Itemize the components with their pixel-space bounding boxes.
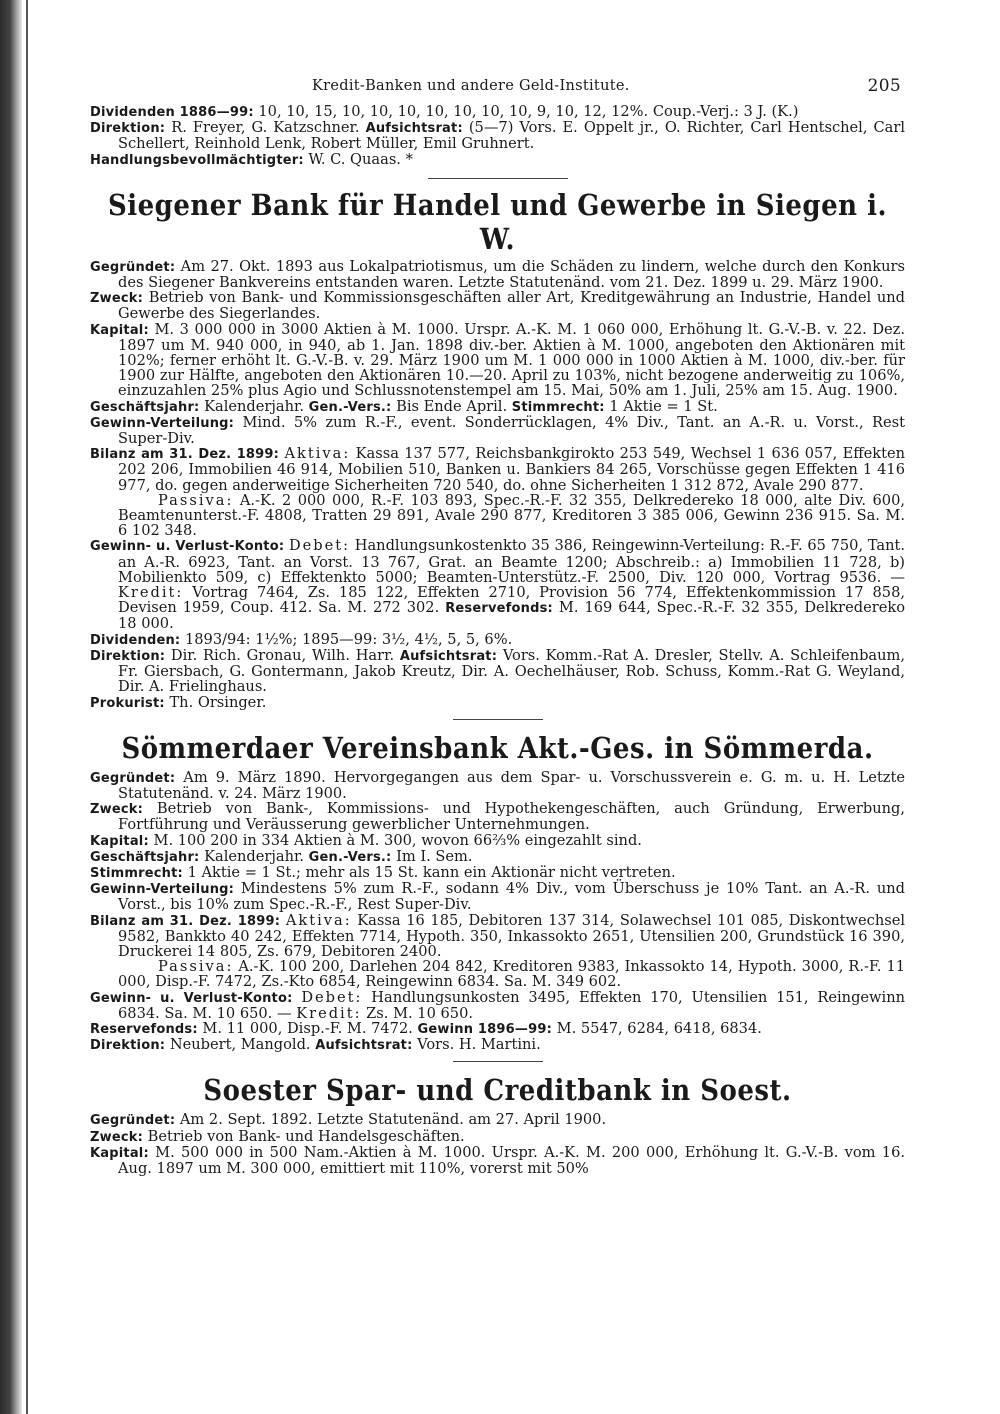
zweck-label: Zweck:	[90, 291, 144, 307]
bilanz-line	[90, 446, 905, 493]
passiva-label: Passiva:	[158, 958, 234, 976]
direktion-label: Direktion:	[90, 121, 166, 137]
gewinnvert-text: Mind. 5% zum R.-F., event. Sonderrücklagen, 4% Div., Tant. an A.-R. u. Vorst., Rest Super-Div.	[118, 413, 905, 448]
bilanz-line	[90, 913, 905, 960]
running-header	[90, 78, 905, 104]
gegruendet-label: Gegründet:	[90, 259, 176, 275]
kredit-text: Vortrag 7464, Zs. 185 122, Effekten 2710, Provision 56 774, Effektenkommission 17 858, Devisen 1959, Coup. 412. Sa. M. 272 302.	[118, 584, 905, 617]
kapital-text: M. 100 200 in 334 Aktien à M. 300, wovon 66⅔% eingezahlt sind.	[153, 831, 642, 849]
geschaeftsjahr-line	[90, 849, 905, 865]
bilanz-label: Bilanz am 31. Dez. 1899:	[90, 913, 281, 929]
zweck-line	[90, 801, 905, 832]
guv-label: Gewinn- u. Verlust-Konto:	[90, 990, 293, 1006]
gegruendet-line	[90, 1112, 905, 1128]
reservefonds-text: M. 11 000, Disp.-F. M. 7472.	[202, 1019, 413, 1037]
direktion-line	[90, 120, 905, 151]
kapital-label: Kapital:	[90, 1145, 149, 1161]
debet-label: Debet:	[288, 537, 351, 555]
zweck-text: Betrieb von Bank-, Kommissions- und Hypothekengeschäften, auch Gründung, Erwerbung, Fortführung und Veräusserung gewerblicher Unternehmungen.	[118, 800, 906, 834]
direktion-text: R. Freyer, G. Katzschner.	[171, 119, 360, 137]
gewinn-text: M. 5547, 6284, 6418, 6834.	[556, 1019, 762, 1037]
aktiva-label: Aktiva:	[285, 911, 352, 929]
direktion-line	[90, 648, 905, 695]
gegruendet-text: Am 9. März 1890. Hervorgegangen aus dem Spar- u. Vorschussverein e. G. m. u. H. Letzte Statutenänd. v. 24. März 1900.	[118, 768, 905, 802]
geschaeftsjahr-text: Kalenderjahr.	[204, 847, 305, 865]
gegruendet-label: Gegründet:	[90, 770, 176, 786]
page-edge-line	[26, 0, 28, 1414]
direktion-line	[90, 1037, 905, 1053]
passiva-text: A.-K. 100 200, Darlehen 204 842, Kreditoren 9383, Inkassokto 14, Hypoth. 3000, R.-F. 11 000, Disp.-F. 7472, Zs.-Kto 6854, Reingewinn 6834. Sa. M. 349 602.	[118, 958, 906, 991]
passiva-line	[90, 959, 905, 989]
kapital-line	[90, 1145, 905, 1176]
separator-rule	[453, 1061, 543, 1062]
aufsichtsrat-text: (5—7) Vors. E. Oppelt jr., O. Richter, Carl Hentschel, Carl Schellert, Reinhold Lenk, Robert Müller, Emil Gruhnert.	[118, 119, 906, 153]
kredit-text: Zs. M. 10 650.	[366, 1004, 473, 1022]
reservefonds-label: Reservefonds:	[90, 1021, 198, 1037]
page-content	[90, 78, 905, 1176]
zweck-line	[90, 1129, 905, 1145]
reservefonds-line	[90, 1021, 905, 1037]
kredit-label: Kredit:	[296, 1004, 362, 1022]
reservefonds-text: M. 169 644, Spec.-R.-F. 32 355, Delkredereko 18 000.	[118, 599, 906, 633]
dividenden-text: 10, 10, 15, 10, 10, 10, 10, 10, 10, 10, 9, 10, 12, 12%. Coup.-Verj.: 3 J. (K.)	[258, 103, 799, 120]
running-header-title: Kredit-Banken und andere Geld-Institute.	[312, 78, 630, 94]
dividenden-text: 1893/94: 1½%; 1895—99: 3½, 4½, 5, 5, 6%.	[184, 630, 513, 648]
bilanz-label: Bilanz am 31. Dez. 1899:	[90, 447, 280, 463]
entry-previous-bank	[90, 104, 905, 168]
zweck-text: Betrieb von Bank- und Handelsgeschäften.	[147, 1127, 465, 1145]
gewinnvert-line	[90, 881, 905, 912]
gewinnvert-text: Mindestens 5% zum R.-F., sodann 4% Div., vom Überschuss je 10% Tant. an A.-R. und Vorst., bis 10% zum Spec.-R.-F., Rest Super-Div.	[118, 880, 906, 914]
bank-title-soest: Soester Spar- und Creditbank in Soest.	[203, 1074, 792, 1109]
gegruendet-text: Am 2. Sept. 1892. Letzte Statutenänd. am 27. April 1900.	[179, 1111, 607, 1129]
dividenden-line	[90, 104, 905, 120]
gewinnvert-line	[90, 415, 905, 446]
separator-rule	[428, 178, 568, 179]
geschaeftsjahr-text: Kalenderjahr.	[204, 397, 305, 415]
kapital-label: Kapital:	[90, 833, 149, 849]
aktiva-label: Aktiva:	[284, 445, 351, 463]
gewinnvert-label: Gewinn-Verteilung:	[90, 415, 235, 431]
kapital-line	[90, 322, 905, 399]
zweck-label: Zweck:	[90, 1129, 144, 1145]
direktion-text: Dir. Rich. Gronau, Wilh. Harr.	[170, 646, 395, 664]
prokurist-line	[90, 695, 905, 711]
guv-line	[90, 538, 905, 631]
stimmrecht-label: Stimmrecht:	[511, 399, 605, 415]
dividenden-line	[90, 632, 905, 648]
passiva-label: Passiva:	[158, 491, 234, 509]
debet-text: Handlungsunkosten 3495, Effekten 170, Utensilien 151, Reingewinn 6834. Sa. M. 10 650. —	[118, 988, 906, 1022]
gegruendet-text: Am 27. Okt. 1893 aus Lokalpatriotismus, um die Schäden zu lindern, welche durch den Konkurs des Siegener Bankvereins entstanden waren. Letzte Statutenänd. vom 21. Dez. 1899 u. 29. März 1900.	[118, 257, 905, 292]
aufsichtsrat-label: Aufsichtsrat:	[365, 121, 463, 137]
kapital-text: M. 500 000 in 500 Nam.-Aktien à M. 1000. Urspr. A.-K. M. 200 000, Erhöhung lt. G.-V.-B. vom 16. Aug. 1897 um M. 300 000, emittiert mit 110%, vorerst mit 50%	[118, 1143, 905, 1177]
aufsichtsrat-label: Aufsichtsrat:	[315, 1038, 413, 1054]
dividenden-label: Dividenden:	[90, 632, 181, 648]
aktiva-text: Kassa 16 185, Debitoren 137 314, Solawechsel 101 085, Diskontwechsel 9582, Bankkto 40 242, Effekten 7714, Hypoth. 350, Inkassokto 2651, Utensilien 200, Grundstück 16 390, Druckerei 14 805, Zs. 679, Debitoren 2400.	[118, 911, 906, 960]
passiva-line	[90, 493, 905, 539]
direktion-label: Direktion:	[90, 648, 166, 664]
bank-title-soemmerda: Sömmerdaer Vereinsbank Akt.-Ges. in Sömmerda.	[121, 731, 874, 766]
handlung-text: W. C. Quaas. *	[308, 150, 413, 168]
prokurist-label: Prokurist:	[90, 695, 165, 711]
debet-text: Handlungsunkostenkto 35 386, Reingewinn-Verteilung: R.-F. 65 750, Tant. an A.-R. 6923, Tant. an Vorst. 13 767, Grat. an Beamte 1200; Abschreib.: a) Immobilien 11 728, b) Mobilienkto 509, c) Effektenkto 5000; Beamten-Unterstütz.-F. 2500, Div. 120 000, Vortrag 9536. —	[118, 537, 905, 586]
guv-line	[90, 990, 905, 1021]
aufsichtsrat-text: Vors. H. Martini.	[417, 1036, 541, 1054]
reservefonds-label: Reservefonds:	[445, 601, 553, 617]
entry-siegen	[90, 259, 905, 711]
genvers-label: Gen.-Vers.:	[308, 399, 392, 415]
book-spine-shadow	[0, 0, 22, 1414]
zweck-label: Zweck:	[90, 802, 144, 818]
stimmrecht-line	[90, 865, 905, 881]
gewinn-label: Gewinn 1896—99:	[417, 1021, 552, 1037]
stimmrecht-label: Stimmrecht:	[90, 865, 183, 881]
genvers-label: Gen.-Vers.:	[308, 849, 392, 865]
kapital-text: M. 3 000 000 in 3000 Aktien à M. 1000. Urspr. A.-K. M. 1 060 000, Erhöhung lt. G.-V.-B. v. 22. Dez. 1897 um M. 940 000, in 940, ab 1. Jan. 1898 div.-ber. Aktien à M. 1000, angeboten den Aktionären mit 102%; ferner erhöht lt. G.-V.-B. v. 29. März 1900 um M. 1 000 000 in 1000 Aktien à M. 1000, div.-ber. für 1900 zur Hälfte, angeboten den Aktionären 10.—20. April zu 103%, nicht bezogene anderweitig zu 106%, einzuzahlen 25% plus Agio und Schlussnotenstempel am 15. Mai, 50% am 1. Juli, 25% am 15. Aug. 1900.	[118, 320, 906, 400]
gegruendet-line	[90, 259, 905, 290]
stimmrecht-text: 1 Aktie = 1 St.; mehr als 15 St. kann ein Aktionär nicht vertreten.	[187, 863, 676, 881]
prokurist-text: Th. Orsinger.	[169, 693, 267, 711]
genvers-text: Im I. Sem.	[396, 847, 473, 865]
separator-rule	[453, 719, 543, 720]
aufsichtsrat-label: Aufsichtsrat:	[399, 648, 498, 664]
zweck-text: Betrieb von Bank- und Kommissionsgeschäften aller Art, Kreditgewährung an Industrie, Handel und Gewerbe des Siegerlandes.	[118, 289, 905, 323]
stimmrecht-text: 1 Aktie = 1 St.	[609, 397, 718, 415]
geschaeftsjahr-label: Geschäftsjahr:	[90, 399, 200, 415]
bank-title-siegen: Siegener Bank für Handel und Gewerbe in Siegen i. W.	[107, 189, 888, 257]
genvers-text: Bis Ende April.	[396, 397, 508, 415]
handlung-label: Handlungsbevollmächtigter:	[90, 152, 304, 168]
entry-soemmerda	[90, 770, 905, 1054]
gegruendet-line	[90, 770, 905, 801]
handlung-line	[90, 152, 905, 168]
aktiva-text: Kassa 137 577, Reichsbankgirokto 253 549, Wechsel 1 636 057, Effekten 202 206, Immobilien 46 914, Mobilien 510, Banken u. Bankiers 84 265, Vorschüsse gegen Effekten 1 416 977, do. gegen anderweitige Sicherheiten 720 540, do. ohne Sicherheiten 1 312 872, Avale 290 877.	[118, 445, 906, 494]
aufsichtsrat-text: Vors. Komm.-Rat A. Dresler, Stellv. A. Schleifenbaum, Fr. Giersbach, G. Gontermann, Jakob Kreutz, Dir. A. Oechelhäuser, Rob. Schuss, Komm.-Rat G. Weyland, Dir. A. Frielinghaus.	[118, 646, 906, 696]
guv-label: Gewinn- u. Verlust-Konto:	[90, 539, 285, 555]
direktion-label: Direktion:	[90, 1038, 166, 1054]
kapital-label: Kapital:	[90, 322, 149, 338]
gegruendet-label: Gegründet:	[90, 1113, 176, 1129]
debet-label: Debet:	[301, 988, 363, 1006]
page-number: 205	[867, 76, 901, 96]
entry-soest	[90, 1112, 905, 1176]
gewinnvert-label: Gewinn-Verteilung:	[90, 882, 235, 898]
passiva-text: A.-K. 2 000 000, R.-F. 103 893, Spec.-R.-F. 32 355, Delkredereko 18 000, alte Div. 600, Beamtenunterst.-F. 4808, Tratten 29 891, Avale 290 877, Kreditoren 3 385 006, Gewinn 236 915. Sa. M. 6 102 348.	[118, 491, 905, 540]
geschaeftsjahr-label: Geschäftsjahr:	[90, 849, 200, 865]
geschaeftsjahr-line	[90, 399, 905, 415]
kredit-label: Kredit:	[118, 584, 184, 602]
direktion-text: Neubert, Mangold.	[169, 1036, 311, 1054]
zweck-line	[90, 290, 905, 321]
kapital-line	[90, 833, 905, 849]
dividenden-label: Dividenden 1886—99:	[90, 105, 254, 120]
